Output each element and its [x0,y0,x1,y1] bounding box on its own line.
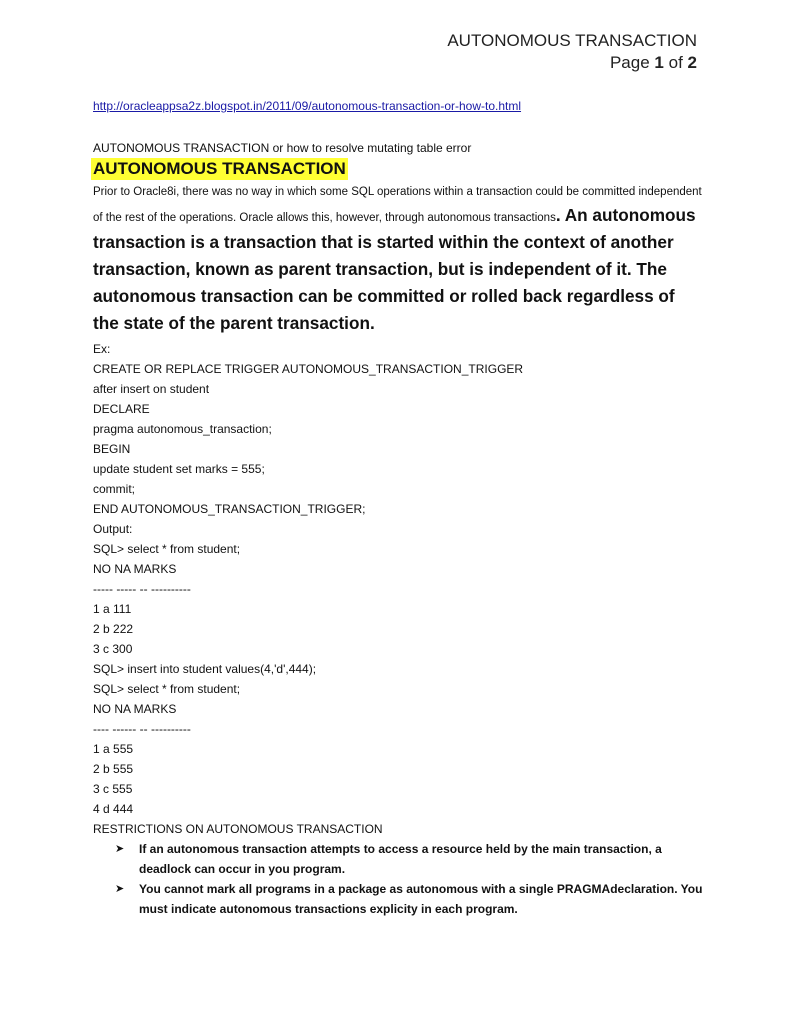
page-header [447,30,697,74]
header-title: AUTONOMOUS TRANSACTION [447,31,697,50]
code-line: SQL> insert into student values(4,'d',444); [93,662,317,676]
code-line: NO NA MARKS [93,702,177,716]
code-line: CREATE OR REPLACE TRIGGER AUTONOMOUS_TRANSACTION_TRIGGER [93,362,524,376]
page-word: Page [609,53,650,72]
page-total: 2 [687,53,697,72]
page-number [447,52,697,74]
intro-normal-text: Prior to Oracle8i, there was no way in which some SQL operations within a transaction could be committed independent of the rest of the operations. Oracle allows this, however, through autonomous transactions [93,186,702,224]
code-line: Output: [93,522,133,536]
code-line: Ex: [93,342,111,356]
subtitle: AUTONOMOUS TRANSACTION or how to resolve mutating table error [93,141,472,155]
code-line: END AUTONOMOUS_TRANSACTION_TRIGGER; [93,502,366,516]
code-line: commit; [93,482,135,496]
code-block [93,339,703,839]
restriction-text: You cannot mark all programs in a package as autonomous with a single PRAGMAdeclaration. You must indicate autonomous transactions explicity in each program. [139,882,703,916]
intro-paragraph [93,182,703,337]
page-current: 1 [654,53,664,72]
code-line: SQL> select * from student; [93,682,241,696]
code-line: SQL> select * from student; [93,542,241,556]
page-content [93,98,703,919]
code-line: pragma autonomous_transaction; [93,422,272,436]
intro-bold-text: . An autonomous transaction is a transaction that is started within the context of another transaction, known as parent transaction, but is independent of it. The autonomous transaction can be committed or rolled back regardless of the state of the parent transaction. [93,205,696,333]
code-line: 3 c 555 [93,782,133,796]
code-line: RESTRICTIONS ON AUTONOMOUS TRANSACTION [93,822,383,836]
source-link[interactable]: http://oracleappsa2z.blogspot.in/2011/09/autonomous-transaction-or-how-to.html [93,99,522,113]
list-item [93,879,703,919]
restriction-text: If an autonomous transaction attempts to access a resource held by the main transaction, a deadlock can occur in you program. [139,842,662,876]
code-line: BEGIN [93,442,131,456]
code-line: 1 a 555 [93,742,134,756]
code-line: 2 b 222 [93,622,134,636]
code-line: 2 b 555 [93,762,134,776]
code-line: ----- ----- -- ---------- [93,582,191,596]
highlighted-heading: AUTONOMOUS TRANSACTION [93,159,346,178]
code-line: 4 d 444 [93,802,134,816]
restrictions-list [93,839,703,919]
code-line: 3 c 300 [93,642,133,656]
code-line: update student set marks = 555; [93,462,265,476]
code-line: 1 a 111 [93,602,132,616]
arrowhead-bullet-icon: ➤ [115,843,125,855]
arrowhead-bullet-icon: ➤ [115,883,125,895]
section-heading [93,158,703,180]
code-line: NO NA MARKS [93,562,177,576]
code-line: DECLARE [93,402,150,416]
code-line: after insert on student [93,382,210,396]
list-item [93,839,703,879]
code-line: ---- ------ -- ---------- [93,722,191,736]
page-of: of [668,53,683,72]
